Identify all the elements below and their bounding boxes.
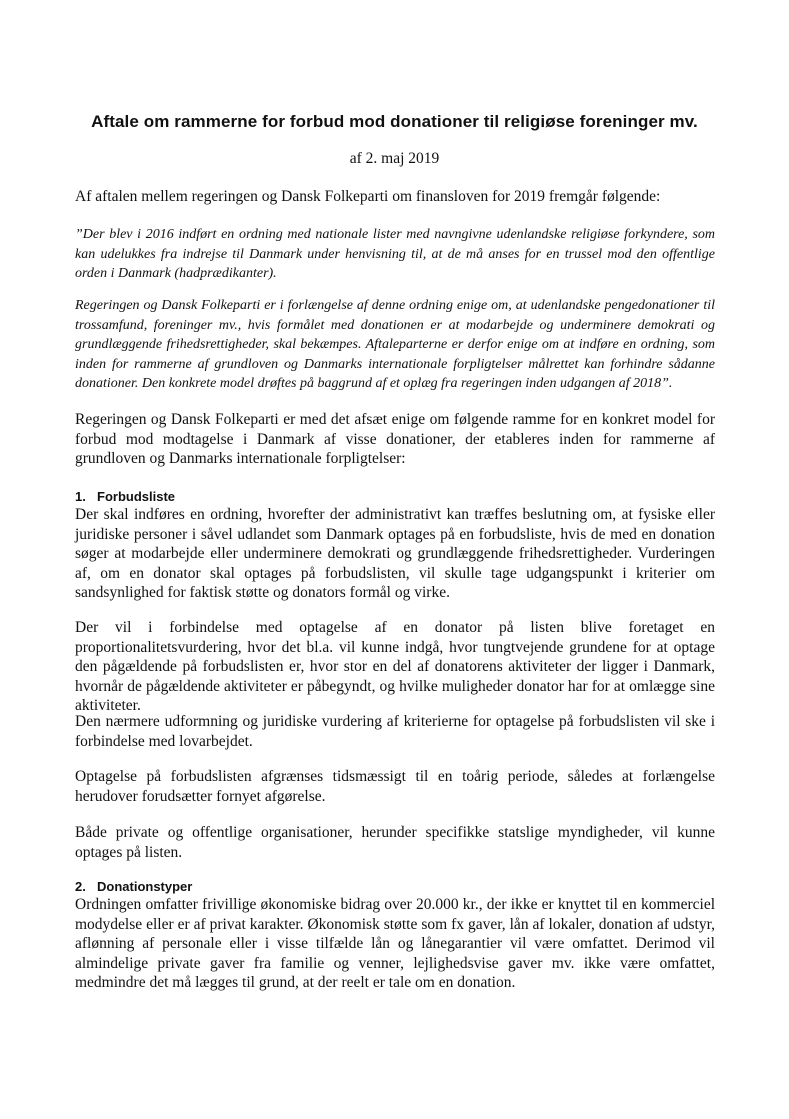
quote-paragraph-1: ”Der blev i 2016 indført en ordning med nationale lister med navngivne udenlandske religiøse forkyndere, som kan udelukkes fra indrejse til Danmark under henvisning til, at de må anses for en trussel mod den offentlige orden i Danmark (hadprædikanter). bbox=[75, 227, 715, 281]
section-1-paragraph-4: Optagelse på forbudslisten afgrænses tidsmæssigt til en toårig periode, således at forlængelse herudover forudsætter fornyet afgørelse. bbox=[75, 768, 715, 805]
section-2-paragraph-1: Ordningen omfatter frivillige økonomiske bidrag over 20.000 kr., der ikke er knyttet til en kommerciel modydelse eller er af privat karakter. Økonomisk støtte som fx gaver, lån af lokaler, donation af udstyr, aflønning af personale eller i visse tilfælde lån og lånegarantier vil være omfattet. Derimod vil almindelige private gaver fra familie og venner, lejlighedsvise gaver mv. ikke være omfattet, medmindre det må lægges til grund, at der reelt er tale om en donation. bbox=[75, 896, 715, 991]
section-1-paragraph-5: Både private og offentlige organisationer, herunder specifikke statslige myndigheder, vil kunne optages på listen. bbox=[75, 824, 715, 861]
document-date: af 2. maj 2019 bbox=[349, 150, 440, 167]
quote-paragraph-2: Regeringen og Dansk Folkeparti er i forlængelse af denne ordning enige om, at udenlandske pengedonationer til trossamfund, foreninger mv., hvis formålet med donationen er at modarbejde og underminere demokrati og grundlæggende frihedsrettigheder, skal bekæmpes. Aftaleparterne er derfor enige om at indføre en ordning, som inden for rammerne af grundloven og Danmarks internationale forpligtelser målrettet kan forhindre sådanne donationer. Den konkrete model drøftes på baggrund af et oplæg fra regeringen inden udgangen af 2018”. bbox=[75, 298, 715, 391]
section-1-paragraph-3: Den nærmere udformning og juridiske vurdering af kriterierne for optagelse på forbudslisten vil ske i forbindelse med lovarbejdet. bbox=[75, 713, 715, 750]
section-1-heading bbox=[75, 489, 175, 504]
section-1-title: Forbudsliste bbox=[97, 489, 176, 504]
intro-paragraph: Af aftalen mellem regeringen og Dansk Folkeparti om finansloven for 2019 fremgår følgende: bbox=[75, 188, 661, 205]
section-1-paragraph-1: Der skal indføres en ordning, hvorefter der administrativt kan træffes beslutning om, at fysiske eller juridiske personer i såvel udlandet som Danmark optages på en forbudsliste, hvis de med en donation søger at modarbejde eller underminere demokrati og grundlæggende frihedsrettigheder. Vurderingen af, om en donator skal optages på forbudslisten, vil skulle tage udgangspunkt i kriterier om sandsynlighed for faktisk støtte og donators formål og virke. bbox=[75, 506, 715, 601]
section-2-heading bbox=[75, 879, 192, 894]
section-2-number: 2. bbox=[75, 879, 86, 894]
section-2-title: Donationstyper bbox=[97, 879, 193, 894]
document-title: Aftale om rammerne for forbud mod donationer til religiøse foreninger mv. bbox=[91, 112, 698, 131]
section-1-number: 1. bbox=[75, 489, 86, 504]
agreement-paragraph: Regeringen og Dansk Folkeparti er med det afsæt enige om følgende ramme for en konkret model for forbud mod modtagelse i Danmark af visse donationer, der etableres inden for rammerne af grundloven og Danmarks internationale forpligtelser: bbox=[75, 411, 715, 467]
section-1-paragraph-2: Der vil i forbindelse med optagelse af en donator på listen blive foretaget en proportionalitetsvurdering, hvor det bl.a. vil kunne indgå, hvor tungtvejende grundene for at optage den pågældende på forbudslisten er, hvor stor en del af donatorens aktiviteter der ligger i Danmark, hvornår de pågældende aktiviteter er påbegyndt, og hvilke muligheder donator har for at omlægge sine aktiviteter. bbox=[75, 619, 715, 714]
